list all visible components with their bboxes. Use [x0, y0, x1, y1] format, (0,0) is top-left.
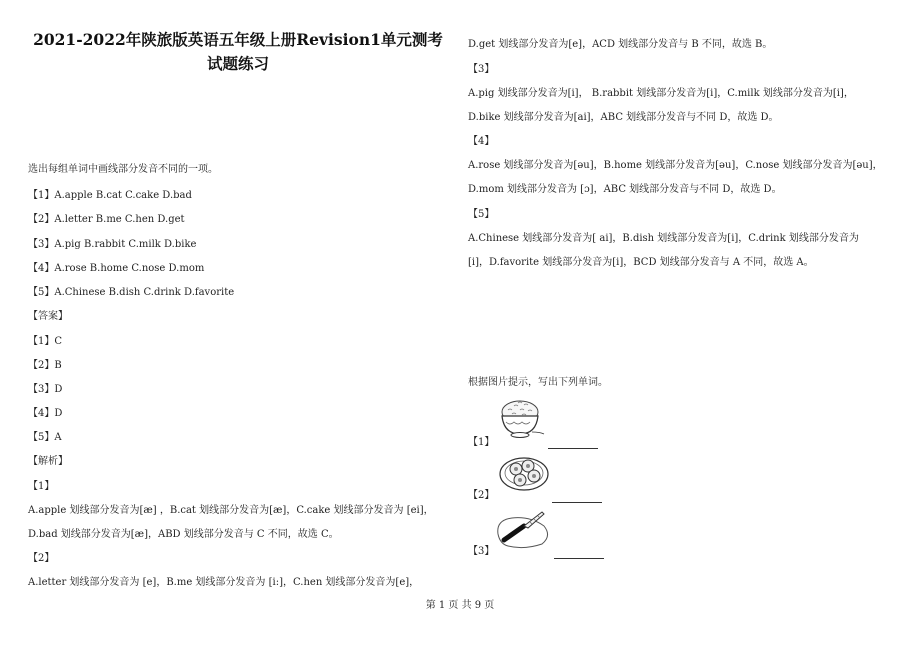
analysis-2-label: 【2】 — [28, 553, 55, 564]
analysis-1-line2: D.bad 划线部分发音为[æ]，ABD 划线部分发音与 C 不同，故选 C。 — [28, 529, 339, 540]
analysis-header: 【解析】 — [28, 456, 68, 467]
picture-item-1-label: 【1】 — [468, 437, 495, 448]
dumplings-icon — [498, 452, 554, 494]
answer-2: 【2】B — [28, 360, 62, 371]
knife-icon — [494, 504, 552, 550]
picture-item-2-label: 【2】 — [468, 490, 495, 501]
analysis-2-line2: D.get 划线部分发音为[e]，ACD 划线部分发音与 B 不同，故选 B。 — [468, 39, 773, 50]
question-3: 【3】A.pig B.rabbit C.milk D.bike — [28, 239, 197, 250]
answer-1: 【1】C — [28, 336, 63, 347]
answer-header: 【答案】 — [28, 311, 68, 322]
analysis-5-line2: [i]，D.favorite 划线部分发音为[i]，BCD 划线部分发音与 A 不同，故选 A。 — [468, 257, 814, 268]
instruction-text: 选出每组单词中画线部分发音不同的一项。 — [28, 164, 218, 175]
analysis-1-line1: A.apple 划线部分发音为[æ] ，B.cat 划线部分发音为[æ]，C.cake 划线部分发音为 [ei]， — [28, 505, 434, 516]
page-footer: 第 1 页 共 9 页 — [425, 600, 495, 611]
analysis-4-line2: D.mom 划线部分发音为 [ɔ]，ABC 划线部分发音与不同 D，故选 D。 — [468, 184, 782, 195]
question-4: 【4】A.rose B.home C.nose D.mom — [28, 263, 205, 274]
page-title: 2021-2022年陕旅版英语五年级上册Revision1单元测考试题练习 — [33, 30, 443, 73]
analysis-3-line1: A.pig 划线部分发音为[i]， B.rabbit 划线部分发音为[i]，C.milk 划线部分发音为[i]， — [468, 88, 854, 99]
analysis-4-label: 【4】 — [468, 136, 495, 147]
analysis-3-label: 【3】 — [468, 64, 495, 75]
answer-blank-2[interactable] — [548, 484, 602, 503]
question-1: 【1】A.apple B.cat C.cake D.bad — [28, 190, 192, 201]
analysis-5-line1: A.Chinese 划线部分发音为[ ai]，B.dish 划线部分发音为[i]，C.drink 划线部分发音为 — [468, 233, 859, 244]
answer-blank-1[interactable] — [544, 430, 598, 449]
answer-3: 【3】D — [28, 384, 63, 395]
analysis-4-line1: A.rose 划线部分发音为[əu]，B.home 划线部分发音为[əu]，C.nose 划线部分发音为[əu]， — [468, 160, 883, 171]
picture-instruction: 根据图片提示，写出下列单词。 — [468, 377, 608, 388]
rice-bowl-icon — [498, 398, 546, 440]
answer-4: 【4】D — [28, 408, 63, 419]
analysis-2-line1: A.letter 划线部分发音为 [e]，B.me 划线部分发音为 [i:]，C.hen 划线部分发音为[e]， — [28, 577, 420, 588]
answer-blank-3[interactable] — [550, 540, 604, 559]
analysis-1-label: 【1】 — [28, 481, 55, 492]
question-2: 【2】A.letter B.me C.hen D.get — [28, 214, 185, 225]
answer-5: 【5】A — [28, 432, 62, 443]
analysis-5-label: 【5】 — [468, 209, 495, 220]
question-5: 【5】A.Chinese B.dish C.drink D.favorite — [28, 287, 235, 298]
picture-item-3-label: 【3】 — [468, 546, 495, 557]
analysis-3-line2: D.bike 划线部分发音为[ai]，ABC 划线部分发音与不同 D，故选 D。 — [468, 112, 779, 123]
